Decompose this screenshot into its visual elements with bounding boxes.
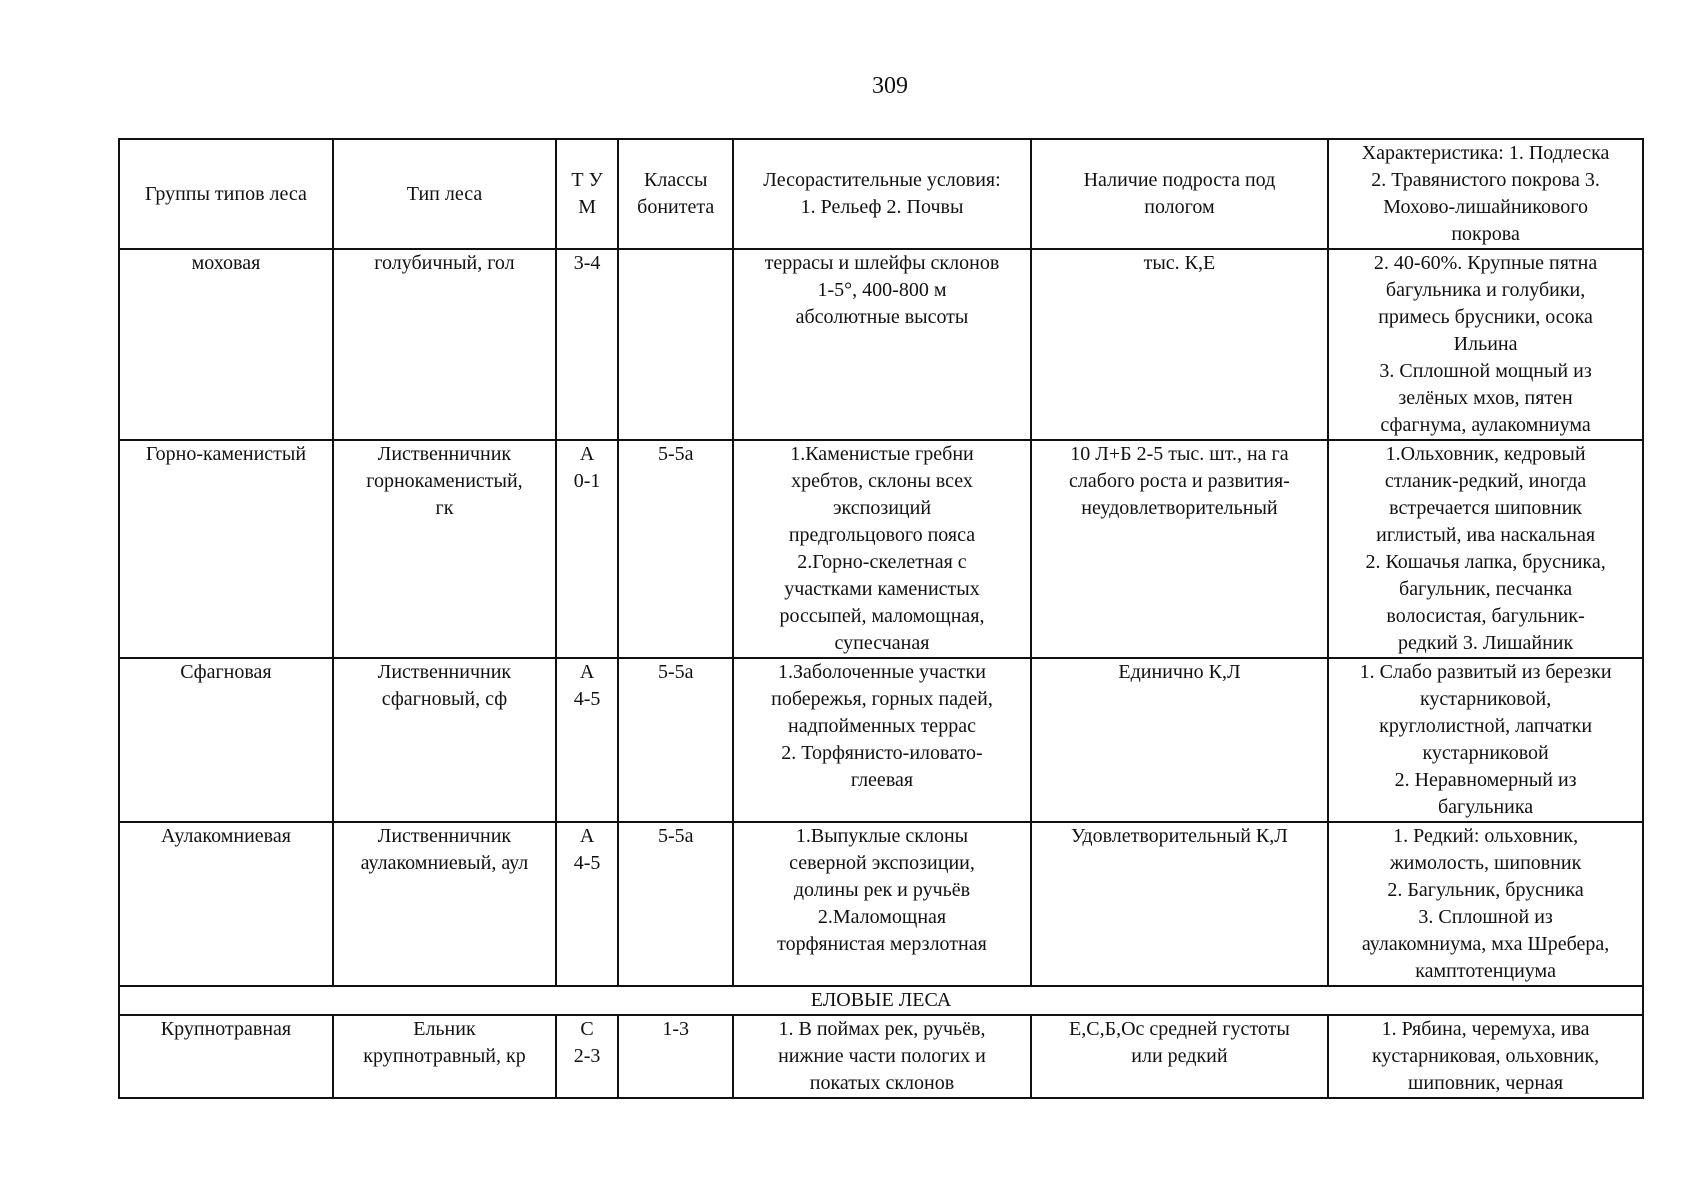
cell-growing-conditions: 1.Выпуклые склоны северной экспозиции, долины рек и ручьёв 2.Маломощная торфянистая мерзлотная [733,822,1030,986]
cell-undergrowth: Единично К,Л [1031,658,1328,822]
section-title-spruce-forests: ЕЛОВЫЕ ЛЕСА [119,986,1643,1015]
col-header-characteristics: Характеристика: 1. Подлеска 2. Травянистого покрова 3. Мохово-лишайникового покрова [1328,139,1643,249]
cell-growing-conditions: 1.Заболоченные участки побережья, горных падей, надпойменных террас 2. Торфянисто-иловато- глеевая [733,658,1030,822]
cell-characteristics: 1. Рябина, черемуха, ива кустарниковая, ольховник, шиповник, черная [1328,1015,1643,1098]
table-row [119,658,1643,822]
page-number: 309 [872,73,908,99]
cell-characteristics: 1. Редкий: ольховник, жимолость, шиповник 2. Багульник, брусника 3. Сплошной из аулакомниума, мха Шребера, камптотенциума [1328,822,1643,986]
table-row [119,1015,1643,1098]
cell-undergrowth: 10 Л+Б 2-5 тыс. шт., на га слабого роста и развития- неудовлетворительный [1031,440,1328,658]
cell-forest-type: Ельник крупнотравный, кр [333,1015,556,1098]
cell-growing-conditions: 1.Каменистые гребни хребтов, склоны всех экспозиций предгольцового пояса 2.Горно-скелетная с участками каменистых россыпей, маломощная, супесчаная [733,440,1030,658]
table-row [119,822,1643,986]
cell-forest-group: Горно-каменистый [119,440,333,658]
cell-bonitet: 5-5а [618,658,733,822]
cell-forest-group: Крупнотравная [119,1015,333,1098]
cell-characteristics: 1. Слабо развитый из березки кустарниковой, круглолистной, лапчатки кустарниковой 2. Неравномерный из багульника [1328,658,1643,822]
cell-bonitet [618,249,733,440]
cell-forest-type: Лиственничник сфагновый, сф [333,658,556,822]
cell-tum: А 4-5 [556,822,618,986]
cell-tum: А 4-5 [556,658,618,822]
cell-tum: 3-4 [556,249,618,440]
cell-growing-conditions: 1. В поймах рек, ручьёв, нижние части пологих и покатых склонов [733,1015,1030,1098]
cell-forest-type: Лиственничник аулакомниевый, аул [333,822,556,986]
forest-types-table [118,138,1644,1099]
cell-bonitet: 5-5а [618,822,733,986]
cell-growing-conditions: террасы и шлейфы склонов 1-5°, 400-800 м абсолютные высоты [733,249,1030,440]
cell-undergrowth: Е,С,Б,Ос средней густоты или редкий [1031,1015,1328,1098]
cell-forest-group: моховая [119,249,333,440]
cell-characteristics: 2. 40-60%. Крупные пятна багульника и голубики, примесь брусники, осока Ильина 3. Сплошной мощный из зелёных мхов, пятен сфагнума, аулакомниума [1328,249,1643,440]
cell-bonitet: 1-3 [618,1015,733,1098]
col-header-tum: Т У М [556,139,618,249]
cell-tum: А 0-1 [556,440,618,658]
col-header-forest-group: Группы типов леса [119,139,333,249]
cell-undergrowth: тыс. К,Е [1031,249,1328,440]
col-header-undergrowth: Наличие подроста под пологом [1031,139,1328,249]
header-row [119,139,1643,249]
cell-bonitet: 5-5а [618,440,733,658]
section-row [119,986,1643,1015]
table-row [119,249,1643,440]
cell-forest-group: Аулакомниевая [119,822,333,986]
table-row [119,440,1643,658]
cell-forest-type: Лиственничник горнокаменистый, гк [333,440,556,658]
cell-undergrowth: Удовлетворительный К,Л [1031,822,1328,986]
cell-characteristics: 1.Ольховник, кедровый стланик-редкий, иногда встречается шиповник иглистый, ива наскальная 2. Кошачья лапка, брусника, багульник, песчанка волосистая, багульник- редкий 3. Лишайник [1328,440,1643,658]
col-header-bonitet: Классы бонитета [618,139,733,249]
cell-forest-group: Сфагновая [119,658,333,822]
cell-forest-type: голубичный, гол [333,249,556,440]
col-header-growing-conditions: Лесорастительные условия: 1. Рельеф 2. Почвы [733,139,1030,249]
cell-tum: С 2-3 [556,1015,618,1098]
col-header-forest-type: Тип леса [333,139,556,249]
